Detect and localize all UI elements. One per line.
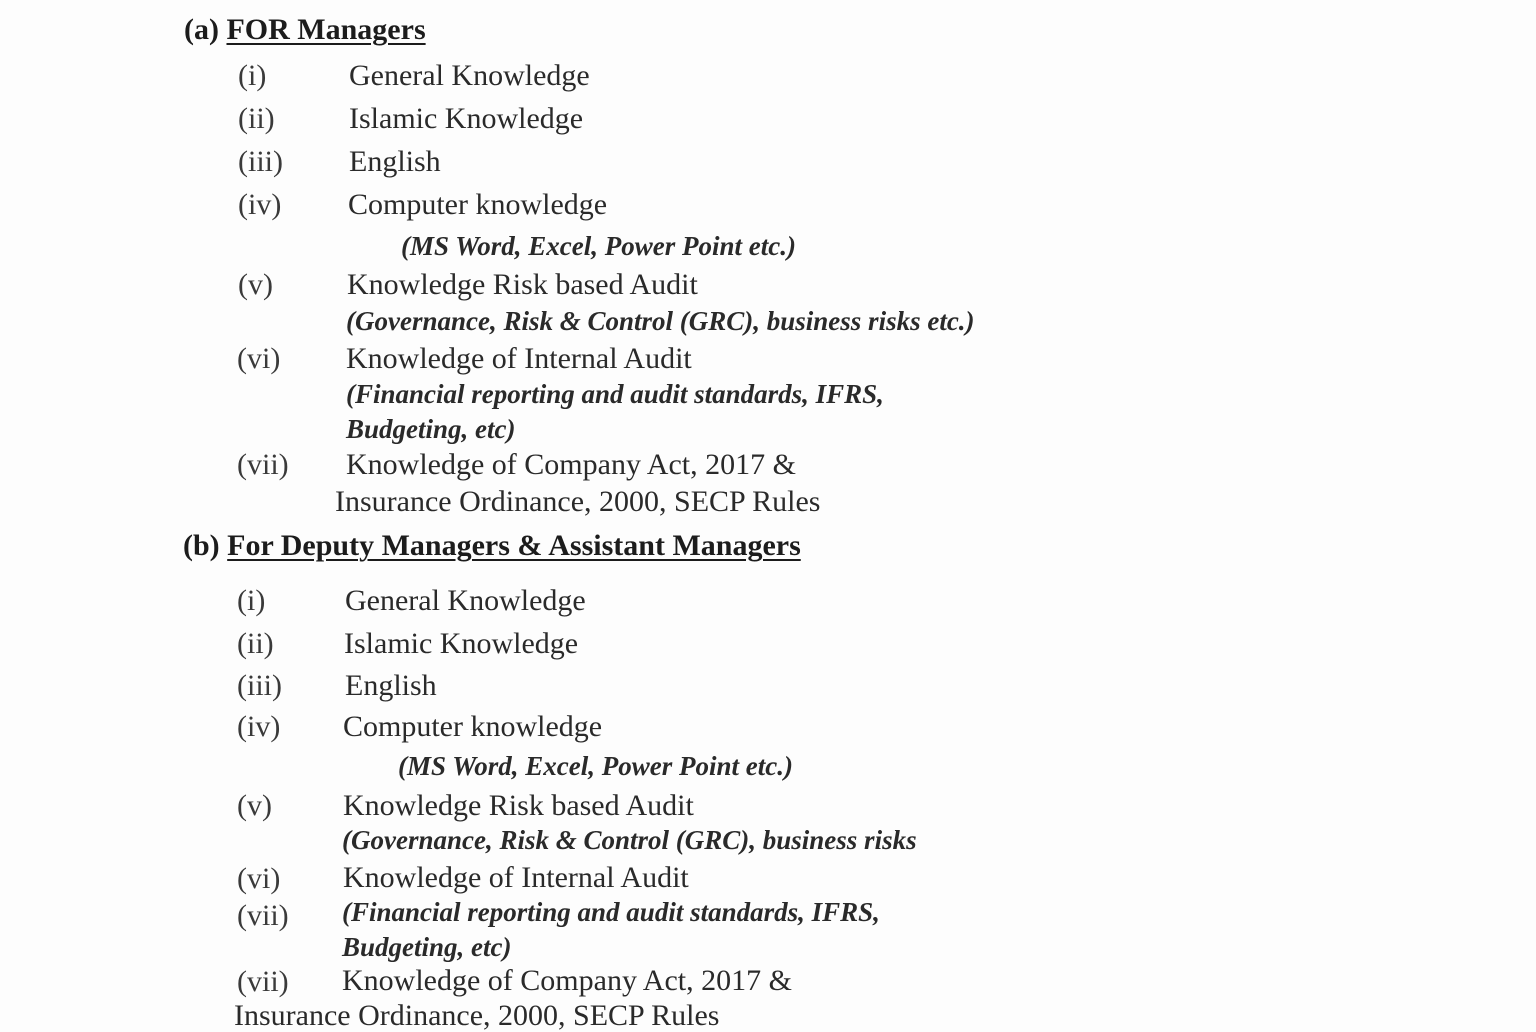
a-item-5-number: (v): [238, 268, 273, 301]
a-item-4-number: (iv): [238, 188, 282, 221]
section-b-title: For Deputy Managers & Assistant Managers: [227, 529, 801, 562]
a-item-4-label: Computer knowledge: [348, 188, 608, 221]
a-item-1-label: General Knowledge: [349, 59, 590, 92]
b-item-1-label: General Knowledge: [345, 584, 586, 617]
b-item-7-note-line-1: (Financial reporting and audit standards, IFRS,: [342, 897, 880, 927]
a-item-3-number: (iii): [238, 145, 283, 178]
b-item-7-number: (vii): [237, 899, 289, 932]
a-item-5-note: (Governance, Risk & Control (GRC), business risks etc.): [346, 306, 975, 336]
a-item-1-number: (i): [238, 59, 267, 92]
b-item-2-label: Islamic Knowledge: [344, 627, 579, 660]
section-a-marker: (a): [184, 13, 219, 46]
b-item-4-note: (MS Word, Excel, Power Point etc.): [398, 751, 793, 781]
a-item-4-note: (MS Word, Excel, Power Point etc.): [401, 231, 796, 261]
b-item-5-number: (v): [237, 789, 272, 822]
b-item-3-label: English: [345, 669, 437, 702]
a-item-2-label: Islamic Knowledge: [349, 102, 584, 135]
a-item-6-label: Knowledge of Internal Audit: [346, 342, 692, 375]
b-item-7-note-line-2: Budgeting, etc): [342, 932, 512, 962]
b-item-6-number: (vi): [237, 862, 281, 895]
a-item-6-note-line-1: (Financial reporting and audit standards, IFRS,: [346, 379, 884, 409]
section-b-marker: (b): [183, 529, 220, 562]
section-b-heading: [183, 531, 801, 561]
a-item-7-continuation: Insurance Ordinance, 2000, SECP Rules: [335, 485, 821, 518]
a-item-3-label: English: [349, 145, 441, 178]
b-item-8-label: Knowledge of Company Act, 2017 &: [342, 964, 792, 997]
b-item-5-note: (Governance, Risk & Control (GRC), business risks: [342, 825, 917, 855]
b-item-1-number: (i): [237, 584, 266, 617]
a-item-6-note-line-2: Budgeting, etc): [346, 414, 516, 444]
a-item-2-number: (ii): [238, 102, 275, 135]
a-item-6-number: (vi): [237, 342, 281, 375]
a-item-7-number: (vii): [237, 448, 289, 481]
b-item-3-number: (iii): [237, 669, 282, 702]
b-item-4-label: Computer knowledge: [343, 710, 603, 743]
a-item-5-label: Knowledge Risk based Audit: [347, 268, 698, 301]
b-item-2-number: (ii): [237, 627, 274, 660]
section-a-title: FOR Managers: [226, 13, 426, 46]
b-item-5-label: Knowledge Risk based Audit: [343, 789, 694, 822]
b-item-6-label: Knowledge of Internal Audit: [343, 861, 689, 894]
a-item-7-label: Knowledge of Company Act, 2017 &: [346, 448, 796, 481]
section-a-heading: [184, 15, 426, 45]
b-item-4-number: (iv): [237, 710, 281, 743]
b-item-8-number: (vii): [237, 965, 289, 998]
b-item-8-continuation: Insurance Ordinance, 2000, SECP Rules: [234, 999, 720, 1032]
